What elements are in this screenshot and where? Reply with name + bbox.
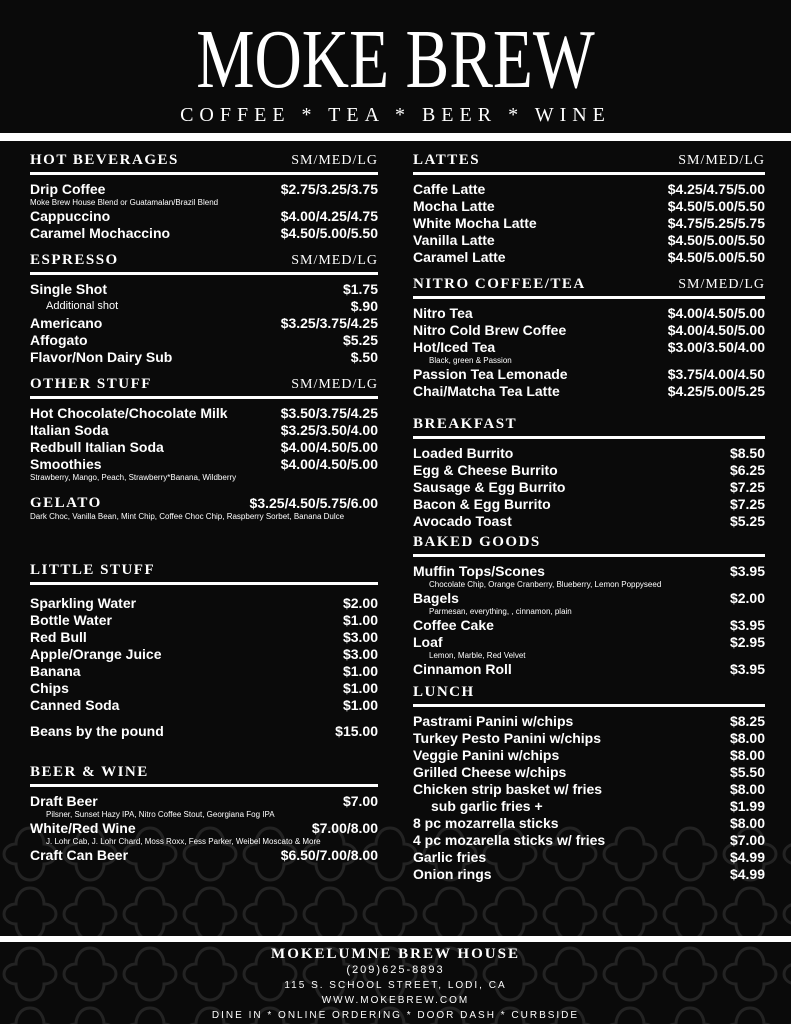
gelato-flavors: Dark Choc, Vanilla Bean, Mint Chip, Coffee Choc Chip, Raspberry Sorbet, Banana Dulce: [30, 512, 345, 521]
item-list: [413, 445, 765, 530]
item-name: Mocha Latte: [413, 198, 495, 214]
footer-address: 115 S. SCHOOL STREET, LODI, CA: [284, 980, 507, 991]
item-name: Americano: [30, 315, 103, 331]
item-price: $4.00/4.50/5.00: [280, 456, 378, 472]
menu-item: [413, 496, 765, 513]
section-hot-beverages: [30, 152, 378, 242]
item-name: Affogato: [30, 332, 88, 348]
menu-item: [413, 383, 765, 400]
menu-item: [30, 439, 378, 456]
menu-item: [413, 590, 765, 607]
item-name: Caramel Mochaccino: [30, 225, 171, 241]
item-price: $3.25/3.75/4.25: [280, 315, 378, 331]
item-price: $3.95: [729, 563, 765, 579]
item-price: $4.00/4.50/5.00: [667, 305, 765, 321]
menu-item: [413, 815, 765, 832]
item-name: Onion rings: [413, 866, 492, 882]
item-name: Vanilla Latte: [413, 232, 495, 248]
menu-item: [30, 847, 378, 864]
gelato-item: [30, 495, 378, 512]
item-price: $5.50: [729, 764, 765, 780]
item-name: Cinnamon Roll: [413, 661, 512, 677]
section-gelato: [30, 495, 378, 522]
item-price: $4.00/4.25/4.75: [280, 208, 378, 224]
section-title: LUNCH: [413, 684, 475, 700]
item-name: Grilled Cheese w/chips: [413, 764, 567, 780]
item-name: Avocado Toast: [413, 513, 512, 529]
item-note: Parmesan, everything, , cinnamon, plain: [429, 607, 572, 616]
menu-item: [413, 198, 765, 215]
menu-item: [30, 663, 378, 680]
section-title: LITTLE STUFF: [30, 562, 156, 578]
item-price: $5.25: [342, 332, 378, 348]
item-price: $2.00: [342, 595, 378, 611]
footer-website: WWW.MOKEBREW.COM: [321, 995, 470, 1006]
item-price: $7.00: [729, 832, 765, 848]
item-list: [30, 281, 378, 366]
section-title: NITRO COFFEE/TEA: [413, 276, 586, 292]
item-price: $7.00: [342, 793, 378, 809]
menu-item: [413, 730, 765, 747]
item-price: $7.25: [729, 479, 765, 495]
item-price: $1.75: [342, 281, 378, 297]
item-list: [30, 181, 378, 242]
menu-item: [413, 305, 765, 322]
menu-item: [413, 849, 765, 866]
item-price: $5.25: [729, 513, 765, 529]
item-price: $1.00: [342, 680, 378, 696]
menu-item: [413, 713, 765, 730]
menu-item: [30, 723, 378, 740]
section-header: [413, 416, 765, 439]
item-price: $8.00: [729, 781, 765, 797]
item-price: $4.00/4.50/5.00: [280, 439, 378, 455]
section-header: [413, 684, 765, 707]
item-price: $3.00/3.50/4.00: [667, 339, 765, 355]
item-price: $2.00: [729, 590, 765, 606]
item-price: $7.25: [729, 496, 765, 512]
section-lunch: [413, 684, 765, 883]
item-price: $1.00: [342, 612, 378, 628]
item-list: [30, 595, 378, 740]
item-note: Strawberry, Mango, Peach, Strawberry*Banana, Wildberry: [30, 473, 237, 482]
size-labels: SM/MED/LG: [291, 153, 378, 168]
item-name: Nitro Tea: [413, 305, 473, 321]
item-name: Beans by the pound: [30, 723, 164, 739]
item-note: Lemon, Marble, Red Velvet: [429, 651, 526, 660]
item-price: $1.00: [342, 697, 378, 713]
item-price: $8.25: [729, 713, 765, 729]
item-price: $3.00: [342, 629, 378, 645]
size-labels: SM/MED/LG: [291, 253, 378, 268]
page-subtitle: COFFEE * TEA * BEER * WINE: [180, 104, 611, 126]
item-price: $3.50/3.75/4.25: [280, 405, 378, 421]
footer-services: DINE IN * ONLINE ORDERING * DOOR DASH * CURBSIDE: [211, 1010, 580, 1021]
item-price: $2.75/3.25/3.75: [280, 181, 378, 197]
item-name: Muffin Tops/Scones: [413, 563, 545, 579]
section-beer-wine: [30, 764, 378, 864]
item-note: Moke Brew House Blend or Guatamalan/Brazil Blend: [30, 198, 219, 207]
menu-item: [30, 612, 378, 629]
menu-item: [413, 232, 765, 249]
section-title: BAKED GOODS: [413, 534, 541, 550]
gelato-price: $3.25/4.50/5.75/6.00: [249, 495, 378, 511]
footer-phone: (209)625-8893: [346, 964, 445, 976]
section-title: BREAKFAST: [413, 416, 518, 432]
item-list: [413, 563, 765, 678]
menu-item: [30, 646, 378, 663]
item-price: $4.50/5.00/5.50: [667, 249, 765, 265]
menu-item: [30, 181, 378, 198]
item-price: $4.50/5.00/5.50: [667, 198, 765, 214]
item-name: Loaf: [413, 634, 443, 650]
section-nitro: [413, 276, 765, 400]
menu-item: [30, 793, 378, 810]
menu-item: [30, 315, 378, 332]
item-name: White Mocha Latte: [413, 215, 537, 231]
menu-item: [30, 332, 378, 349]
menu-item: [413, 747, 765, 764]
section-other-stuff: [30, 376, 378, 483]
item-list: [30, 405, 378, 483]
item-name: Bottle Water: [30, 612, 112, 628]
item-name: Bacon & Egg Burrito: [413, 496, 551, 512]
menu-item: [413, 249, 765, 266]
item-price: $.50: [350, 349, 378, 365]
item-price: $4.25/5.00/5.25: [667, 383, 765, 399]
item-price: $.90: [350, 298, 378, 314]
item-price: $8.50: [729, 445, 765, 461]
section-header: [30, 376, 378, 399]
menu-item: [413, 215, 765, 232]
item-name: Hot/Iced Tea: [413, 339, 496, 355]
section-breakfast: [413, 416, 765, 530]
menu-item: [413, 661, 765, 678]
item-note: J. Lohr Cab, J. Lohr Chard, Moss Roxx, Fess Parker, Weibel Moscato & More: [46, 837, 321, 846]
section-title: OTHER STUFF: [30, 376, 152, 392]
item-name: Caffe Latte: [413, 181, 486, 197]
section-espresso: [30, 252, 378, 366]
menu-item: [30, 225, 378, 242]
menu-item: [30, 456, 378, 473]
menu-item: [30, 208, 378, 225]
item-name: Egg & Cheese Burrito: [413, 462, 558, 478]
item-name: 8 pc mozarrella sticks: [413, 815, 559, 831]
menu-item: [413, 322, 765, 339]
item-name: Redbull Italian Soda: [30, 439, 164, 455]
page-title: MOKE BREW: [196, 13, 595, 106]
item-price: $4.25/4.75/5.00: [667, 181, 765, 197]
menu-item: [413, 366, 765, 383]
menu-item: [413, 339, 765, 356]
right-column: [413, 150, 765, 883]
menu-item: [413, 781, 765, 798]
item-name: Flavor/Non Dairy Sub: [30, 349, 173, 365]
item-name: Apple/Orange Juice: [30, 646, 162, 662]
item-name: Coffee Cake: [413, 617, 494, 633]
item-name: Chicken strip basket w/ fries: [413, 781, 603, 797]
item-note: Black, green & Passion: [429, 356, 512, 365]
item-name: Garlic fries: [413, 849, 487, 865]
menu-item: [30, 349, 378, 366]
item-name: Red Bull: [30, 629, 87, 645]
section-header: [30, 562, 378, 585]
item-name: White/Red Wine: [30, 820, 136, 836]
menu-item: [30, 595, 378, 612]
menu-item: [30, 405, 378, 422]
menu-item: [413, 634, 765, 651]
footer-business-name: MOKELUMNE BREW HOUSE: [271, 946, 520, 962]
item-name: Single Shot: [30, 281, 107, 297]
item-price: $1.00: [342, 663, 378, 679]
item-name: Banana: [30, 663, 81, 679]
menu-item: [30, 629, 378, 646]
item-name: Additional shot: [46, 300, 119, 312]
item-name: Hot Chocolate/Chocolate Milk: [30, 405, 228, 421]
section-header: [30, 252, 378, 275]
item-name: Smoothies: [30, 456, 102, 472]
item-list: [413, 713, 765, 883]
item-name: Nitro Cold Brew Coffee: [413, 322, 567, 338]
section-header: [413, 152, 765, 175]
item-name: Veggie Panini w/chips: [413, 747, 560, 763]
gelato-name: GELATO: [30, 495, 102, 511]
item-name: Drip Coffee: [30, 181, 106, 197]
menu-item: [30, 680, 378, 697]
item-price: $4.75/5.25/5.75: [667, 215, 765, 231]
item-name: Chips: [30, 680, 69, 696]
item-name: Draft Beer: [30, 793, 98, 809]
menu-item: [30, 697, 378, 714]
item-price: $6.25: [729, 462, 765, 478]
item-name: Craft Can Beer: [30, 847, 129, 863]
item-price: $15.00: [335, 723, 378, 739]
menu-item: [413, 764, 765, 781]
section-title: ESPRESSO: [30, 252, 119, 268]
spacer: [30, 714, 378, 723]
item-price: $4.99: [729, 866, 765, 882]
item-name: Italian Soda: [30, 422, 109, 438]
item-price: $3.95: [729, 617, 765, 633]
header-divider: [0, 133, 791, 141]
item-name: Sausage & Egg Burrito: [413, 479, 566, 495]
footer-divider: [0, 936, 791, 942]
item-price: $1.99: [729, 798, 765, 814]
menu-item: [413, 617, 765, 634]
item-name: Turkey Pesto Panini w/chips: [413, 730, 602, 746]
menu-item: [413, 798, 765, 815]
item-price: $4.00/4.50/5.00: [667, 322, 765, 338]
menu-item: [30, 281, 378, 298]
item-name: Bagels: [413, 590, 459, 606]
item-price: $4.99: [729, 849, 765, 865]
item-name: Canned Soda: [30, 697, 120, 713]
section-baked-goods: [413, 534, 765, 678]
item-name: Passion Tea Lemonade: [413, 366, 568, 382]
item-name: Loaded Burrito: [413, 445, 514, 461]
menu-item: [413, 462, 765, 479]
item-list: [413, 181, 765, 266]
menu-item: [413, 479, 765, 496]
item-price: $3.00: [342, 646, 378, 662]
size-labels: SM/MED/LG: [678, 277, 765, 292]
item-name: Caramel Latte: [413, 249, 506, 265]
section-header: [30, 152, 378, 175]
item-price: $7.00/8.00: [311, 820, 378, 836]
item-price: $8.00: [729, 815, 765, 831]
menu-item: [413, 445, 765, 462]
item-price: $3.95: [729, 661, 765, 677]
item-list: [30, 793, 378, 864]
section-title: HOT BEVERAGES: [30, 152, 179, 168]
item-name: Pastrami Panini w/chips: [413, 713, 574, 729]
menu-item: [413, 181, 765, 198]
item-price: $4.50/5.00/5.50: [667, 232, 765, 248]
section-header: [413, 534, 765, 557]
item-name: sub garlic fries +: [431, 798, 543, 814]
item-name: 4 pc mozarella sticks w/ fries: [413, 832, 606, 848]
menu-item: [30, 422, 378, 439]
menu-item: [30, 298, 378, 315]
item-price: $8.00: [729, 747, 765, 763]
item-note: Chocolate Chip, Orange Cranberry, Blueberry, Lemon Poppyseed: [429, 580, 662, 589]
item-name: Sparkling Water: [30, 595, 137, 611]
menu-item: [413, 832, 765, 849]
item-price: $6.50/7.00/8.00: [280, 847, 378, 863]
item-note: Pilsner, Sunset Hazy IPA, Nitro Coffee Stout, Georgiana Fog IPA: [46, 810, 275, 819]
item-name: Chai/Matcha Tea Latte: [413, 383, 560, 399]
section-title: BEER & WINE: [30, 764, 149, 780]
section-lattes: [413, 152, 765, 266]
size-labels: SM/MED/LG: [291, 377, 378, 392]
section-header: [30, 764, 378, 787]
menu-item: [413, 866, 765, 883]
item-price: $3.25/3.50/4.00: [280, 422, 378, 438]
item-name: Cappuccino: [30, 208, 111, 224]
section-header: [413, 276, 765, 299]
section-title: LATTES: [413, 152, 481, 168]
item-price: $4.50/5.00/5.50: [280, 225, 378, 241]
menu-item: [413, 563, 765, 580]
section-little-stuff: [30, 562, 378, 740]
left-column: [30, 150, 378, 864]
menu-item: [30, 820, 378, 837]
item-price: $3.75/4.00/4.50: [667, 366, 765, 382]
item-price: $2.95: [729, 634, 765, 650]
size-labels: SM/MED/LG: [678, 153, 765, 168]
menu-item: [413, 513, 765, 530]
item-price: $8.00: [729, 730, 765, 746]
item-list: [413, 305, 765, 400]
